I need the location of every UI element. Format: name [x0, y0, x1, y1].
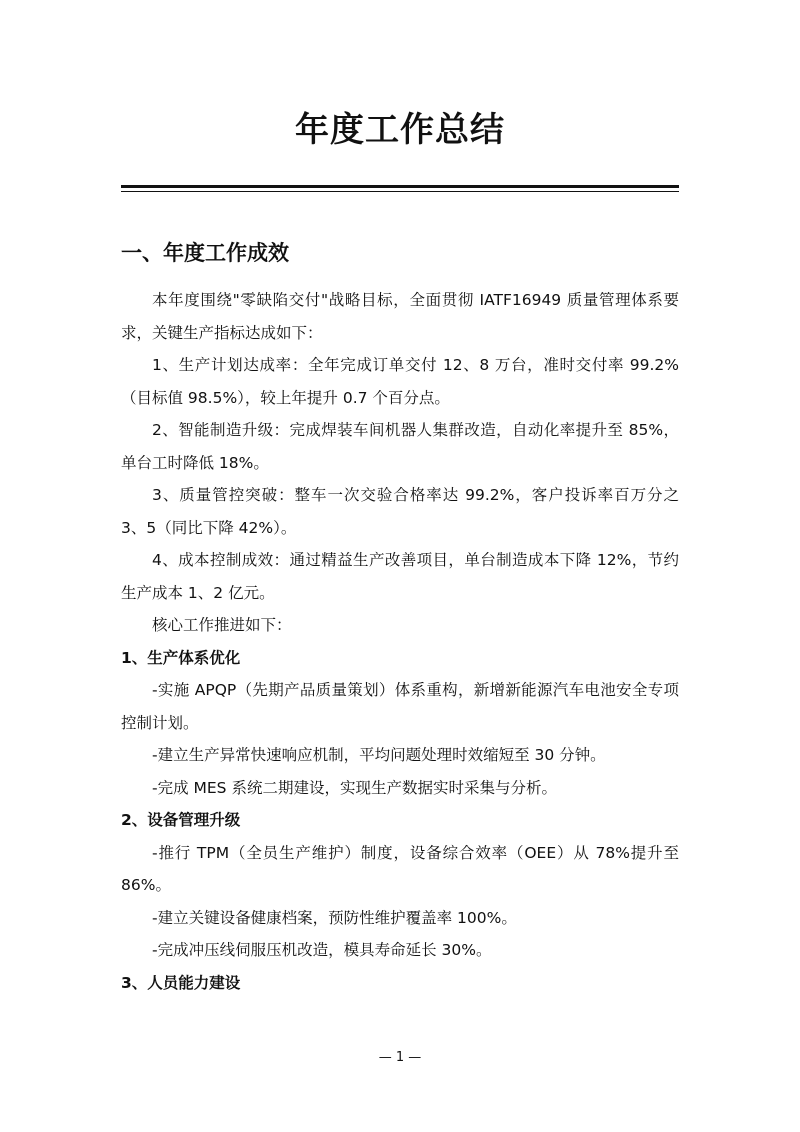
list-item: -推行 TPM（全员生产维护）制度，设备综合效率（OEE）从 78%提升至 86%。 [121, 843, 679, 894]
subsection-heading: 2、设备管理升级 [121, 811, 241, 829]
page-number: — 1 — [378, 1050, 422, 1065]
core-intro-paragraph: 核心工作推进如下： [152, 616, 292, 634]
metric-paragraph: 2、智能制造升级：完成焊装车间机器人集群改造，自动化率提升至 85%，单台工时降低 18%。 [121, 421, 679, 472]
title-divider-thick [121, 185, 679, 188]
subsection-heading: 3、人员能力建设 [121, 973, 241, 992]
list-item: -建立关键设备健康档案，预防性维护覆盖率 100%。 [152, 908, 517, 927]
metric-paragraph: 3、质量管控突破：整车一次交验合格率达 99.2%，客户投诉率百万分之 3、5（同比下降 42%）。 [121, 486, 679, 537]
metric-paragraph: 4、成本控制成效：通过精益生产改善项目，单台制造成本下降 12%，节约生产成本 1、2 亿元。 [121, 551, 679, 602]
list-item: -建立生产异常快速响应机制，平均问题处理时效缩短至 30 分钟。 [152, 746, 606, 764]
metric-paragraph: 1、生产计划达成率：全年完成订单交付 12、8 万台，准时交付率 99.2%（目标值 98.5%），较上年提升 0.7 个百分点。 [121, 356, 679, 407]
title-divider-thin [121, 191, 679, 192]
subsection-heading: 1、生产体系优化 [121, 648, 241, 667]
section-heading: 一、年度工作成效 [121, 241, 289, 265]
document-body [121, 236, 679, 999]
document-title: 年度工作总结 [295, 110, 505, 150]
list-item: -完成 MES 系统二期建设，实现生产数据实时采集与分析。 [152, 778, 557, 797]
list-item: -完成冲压线伺服压机改造，模具寿命延长 30%。 [152, 941, 492, 959]
intro-paragraph: 本年度围绕"零缺陷交付"战略目标，全面贯彻 IATF16949 质量管理体系要求，关键生产指标达成如下： [121, 291, 679, 342]
list-item: -实施 APQP（先期产品质量策划）体系重构，新增新能源汽车电池安全专项控制计划。 [121, 681, 679, 732]
